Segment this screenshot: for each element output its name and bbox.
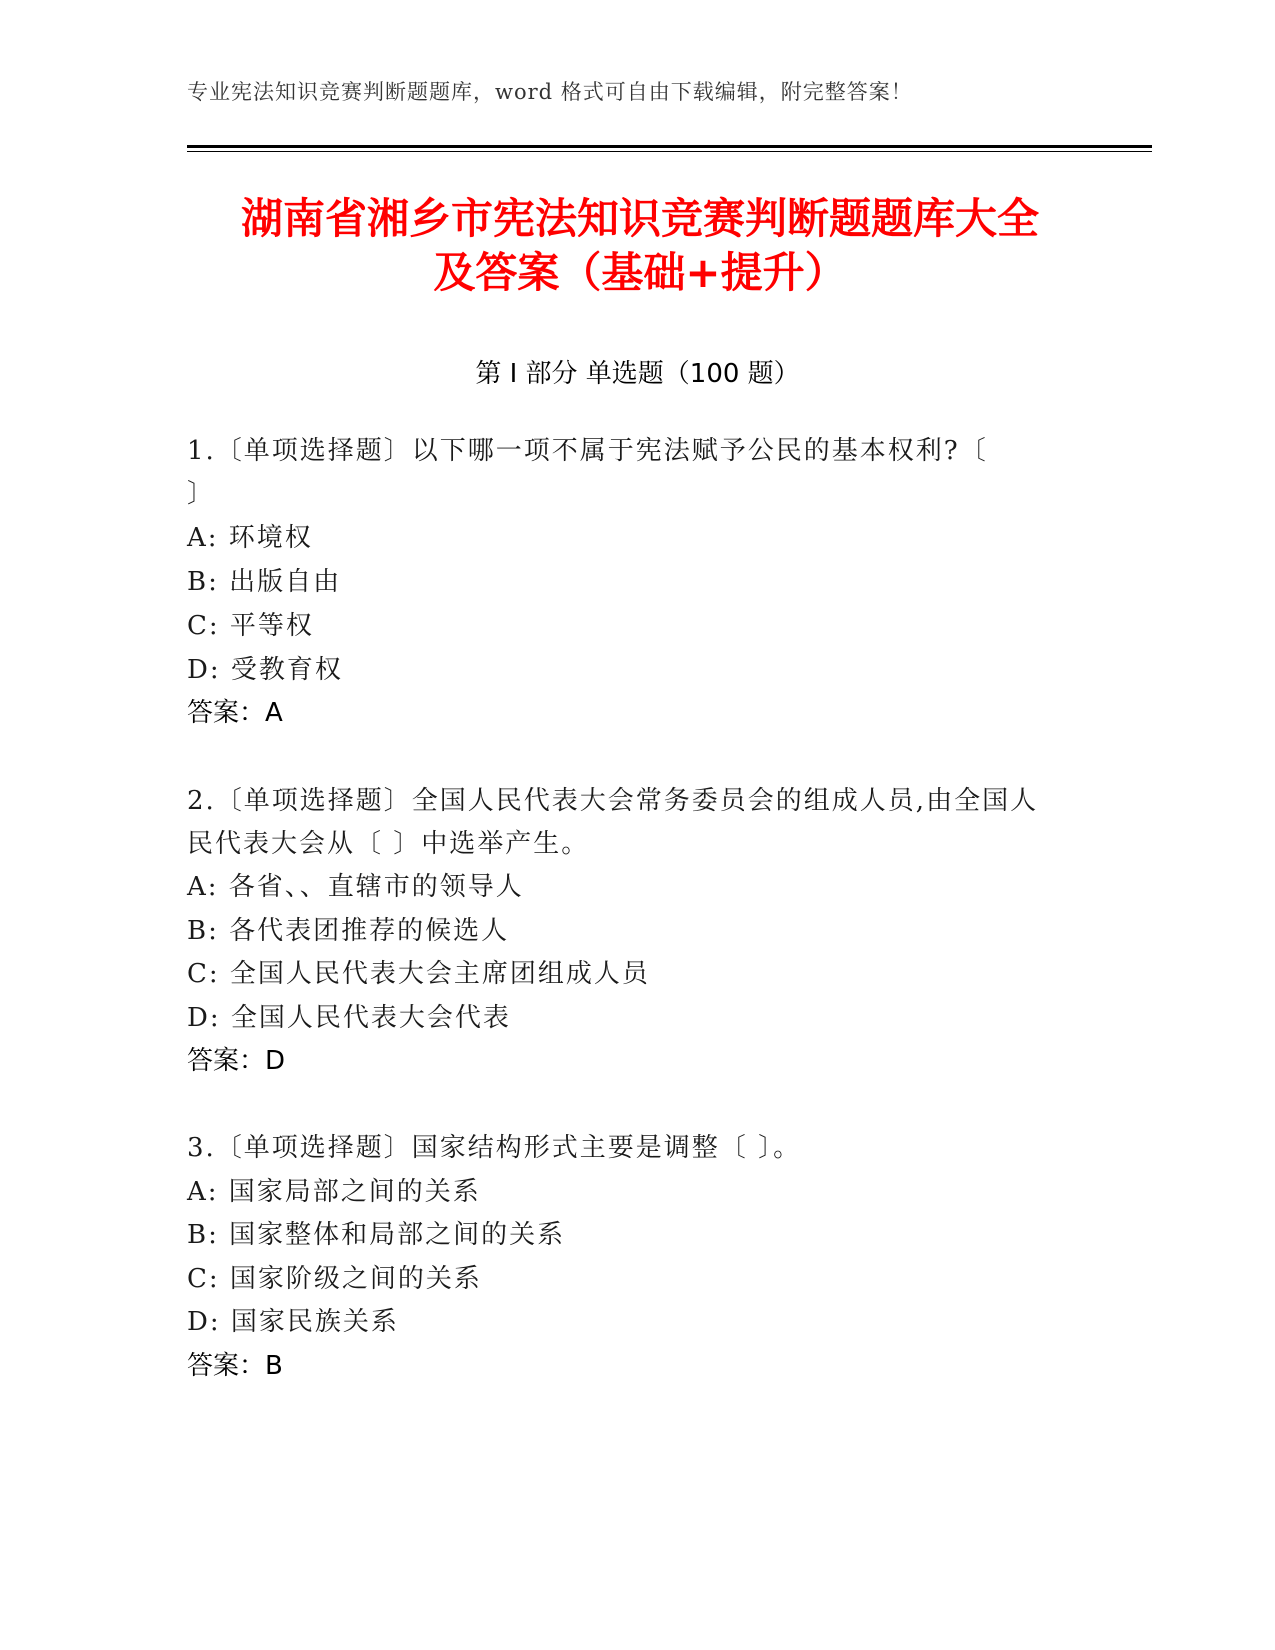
option-c: C: 全国人民代表大会主席团组成人员 [187, 959, 650, 989]
option-d: D: 全国人民代表大会代表 [187, 1003, 511, 1033]
document-title [180, 192, 1100, 300]
header-rule-thin [187, 151, 1152, 152]
option-b: B: 出版自由 [187, 567, 342, 597]
section-heading: 第 I 部分 单选题（100 题） [475, 359, 800, 389]
option-b: B: 各代表团推荐的候选人 [187, 916, 510, 946]
header-note: 专业宪法知识竞赛判断题题库，word 格式可自由下载编辑，附完整答案！ [187, 80, 913, 104]
option-d: D: 国家民族关系 [187, 1307, 399, 1337]
option-c: C: 平等权 [187, 611, 314, 641]
option-a: A: 国家局部之间的关系 [187, 1177, 481, 1207]
option-b: B: 国家整体和局部之间的关系 [187, 1220, 566, 1250]
question-stem: 1.〔单项选择题〕以下哪一项不属于宪法赋予公民的基本权利?〔 [187, 436, 988, 466]
question-stem: 3.〔单项选择题〕国家结构形式主要是调整〔 〕。 [187, 1133, 802, 1163]
title-line-2: 及答案（基础+提升） [433, 248, 847, 297]
question-stem-continued: 民代表大会从〔 〕中选举产生。 [187, 829, 590, 859]
answer: 答案：A [187, 698, 283, 728]
title-line-1: 湖南省湘乡市宪法知识竞赛判断题题库大全 [240, 194, 1039, 243]
option-c: C: 国家阶级之间的关系 [187, 1264, 482, 1294]
answer: 答案：B [187, 1351, 283, 1381]
answer: 答案：D [187, 1046, 286, 1076]
option-d: D: 受教育权 [187, 655, 343, 685]
option-a: A: 各省、、直辖市的领导人 [187, 872, 524, 902]
option-a: A: 环境权 [187, 523, 313, 553]
question-stem-continued: 〕 [187, 479, 216, 509]
header-rule-thick [187, 145, 1152, 148]
question-stem: 2.〔单项选择题〕全国人民代表大会常务委员会的组成人员,由全国人 [187, 786, 1039, 816]
